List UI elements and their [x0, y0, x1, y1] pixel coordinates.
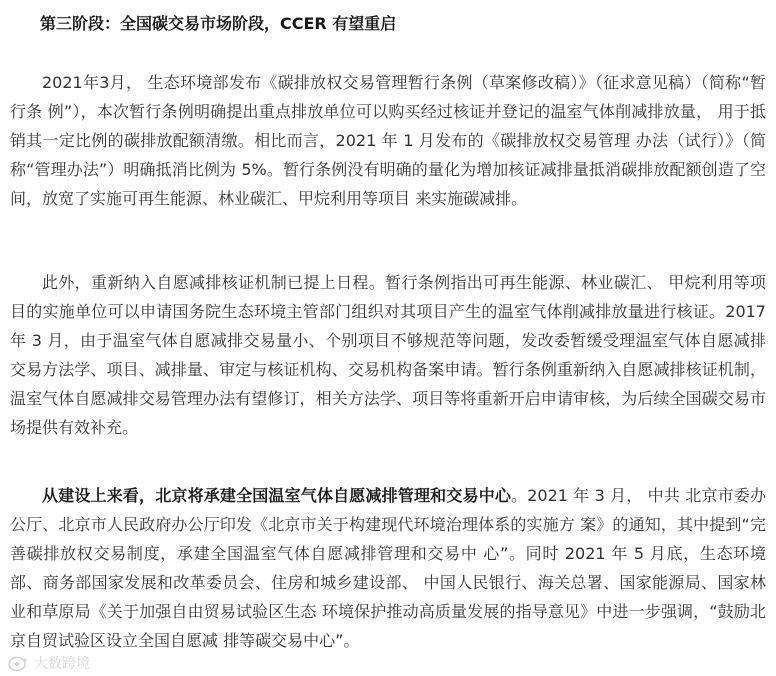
paragraph-body: 。2021 年 3 月， 中共 北京市委办公厅、北京市人民政府办公厅印发《北京市关于构建现代环境治理体系的实施方 案》的通知，其中提到“完善碳排放权交易制度，承建全国温室气体自愿减排管理和交易中 心”。同时 2021 年 5 月底，生态环境部、商务部国家发展和改革委员会、住房和城乡建设部、 中国人民银行、海关总署、国家能源局、国家林业和草原局《关于加强自由贸易试验区生态 环境保护推动高质量发展的指导意见》中进一步强调，“鼓励北京自贸试验区设立全国自愿减 排等碳交易中心”。 [10, 486, 766, 650]
paragraph-lead-bold: 从建设上来看，北京将承建全国温室气体自愿减排管理和交易中心 [42, 486, 512, 505]
watermark-text: 大数跨境 [34, 656, 90, 672]
watermark [8, 654, 90, 674]
paragraph-interim-regulations: 2021年3月， 生态环境部发布《碳排放权交易管理暂行条例（草案修改稿）》（征求意见稿）（简称“暂行条 例”），本次暂行条例明确提出重点排放单位可以购买经过核证并登记的温室气体削减排放量， 用于抵销其一定比例的碳排放配额清缴。相比而言，2021 年 1 月发布的《碳排放权交易管理 办法（试行）》（简称“管理办法”）明确抵消比例为 5%。暂行条例没有明确的量化为增加核证减排量抵消碳排放配额创造了空间，放宽了实施可再生能源、林业碳汇、甲烷利用等项目 来实施碳减排。 [10, 73, 766, 208]
paragraph-beijing-center [10, 481, 766, 655]
watermark-logo-icon [8, 656, 28, 672]
paragraph-voluntary-reduction: 此外，重新纳入自愿减排核证机制已提上日程。暂行条例指出可再生能源、林业碳汇、 甲烷利用等项目的实施单位可以申请国务院生态环境主管部门组织对其项目产生的温室气体削减排放量进行核证。2017 年 3 月，由于温室气体自愿减排交易量小、个别项目不够规范等问题，发改委暂缓受理温室气体自愿减排交易方法学、项目、减排量、审定与核证机构、交易机构备案申请。暂行条例重新纳入自愿减排核证机制，温室气体自愿减排交易管理办法有望修订，相关方法学、项目等将重新开启申请审核，为后续全国碳交易市场提供有效补充。 [10, 273, 766, 437]
section-heading: 第三阶段：全国碳交易市场阶段，CCER 有望重启 [40, 14, 397, 33]
